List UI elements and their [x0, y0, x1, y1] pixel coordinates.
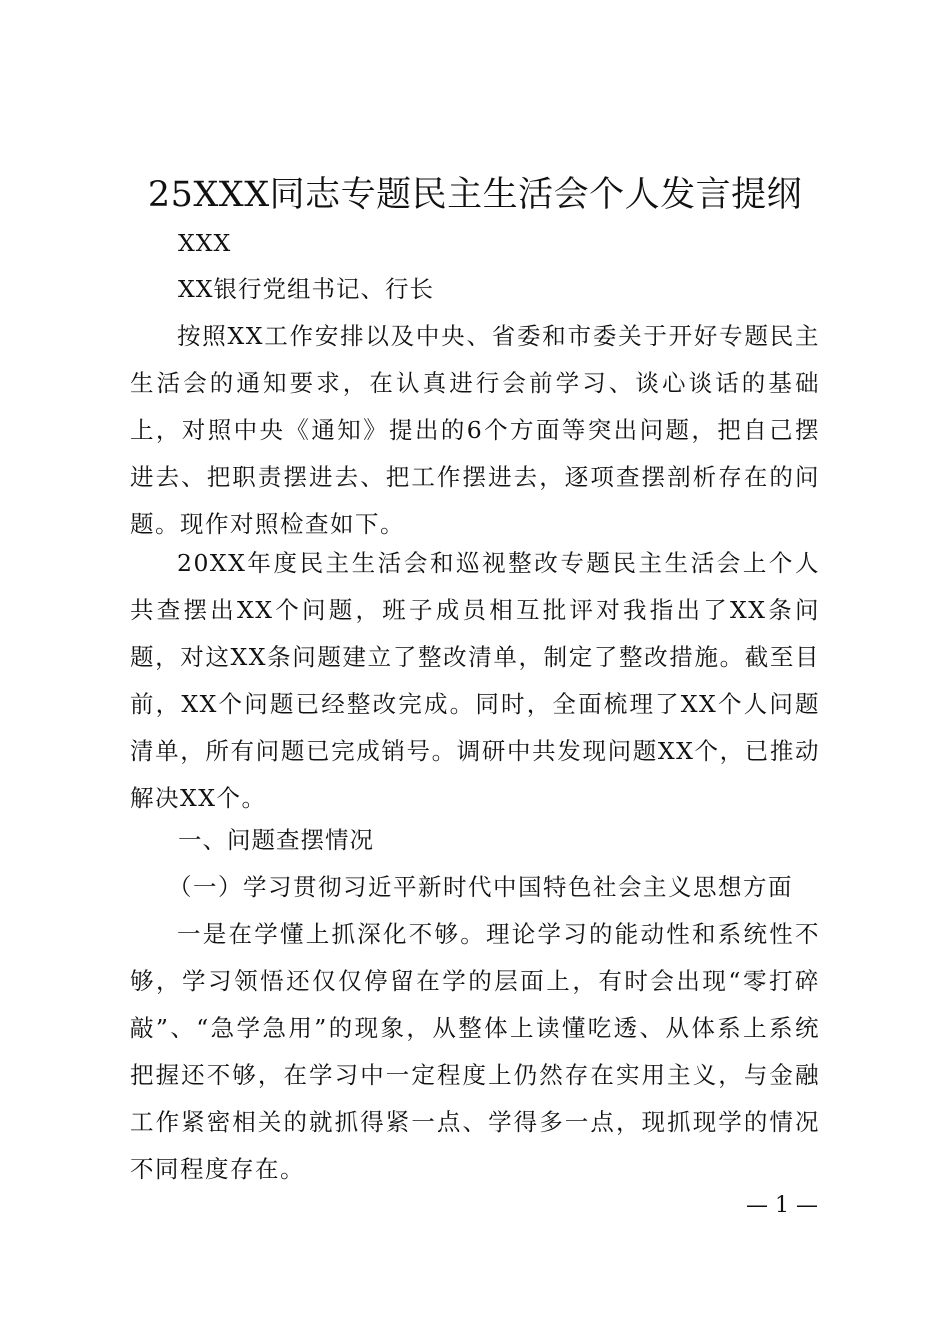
document-title: 25XXX同志专题民主生活会个人发言提纲 [147, 175, 803, 215]
problem-paragraph [130, 911, 820, 1193]
author-name: XXX [178, 229, 232, 257]
subsection-heading: （一）学习贯彻习近平新时代中国特色社会主义思想方面 [168, 873, 793, 901]
paragraph-text: 20XX年度民主生活会和巡视整改专题民主生活会上个人共查摆出XX个问题，班子成员相互批评对我指出了XX条问题，对这XX条问题建立了整改清单，制定了整改措施。截至目前，XX个问题已经整改完成。同时，全面梳理了XX个人问题清单，所有问题已完成销号。调研中共发现问题XX个，已推动解决XX个。 [130, 549, 820, 812]
paragraph-text: 一是在学懂上抓深化不够。理论学习的能动性和系统性不够，学习领悟还仅仅停留在学的层面上，有时会出现“零打碎敲”、“急学急用”的现象，从整体上读懂吃透、从体系上系统把握还不够，在学习中一定程度上仍然存在实用主义，与金融工作紧密相关的就抓得紧一点、学得多一点，现抓现学的情况不同程度存在。 [130, 920, 820, 1183]
author-title: XX银行党组书记、行长 [178, 275, 434, 303]
paragraph-text: 按照XX工作安排以及中央、省委和市委关于开好专题民主生活会的通知要求，在认真进行会前学习、谈心谈话的基础上，对照中央《通知》提出的6个方面等突出问题，把自己摆进去、把职责摆进去、把工作摆进去，逐项查摆剖析存在的问题。现作对照检查如下。 [130, 322, 820, 538]
summary-paragraph [130, 540, 820, 822]
intro-paragraph [130, 313, 820, 548]
section-heading: 一、问题查摆情况 [178, 826, 374, 854]
page-number: — 1 — [746, 1193, 818, 1218]
